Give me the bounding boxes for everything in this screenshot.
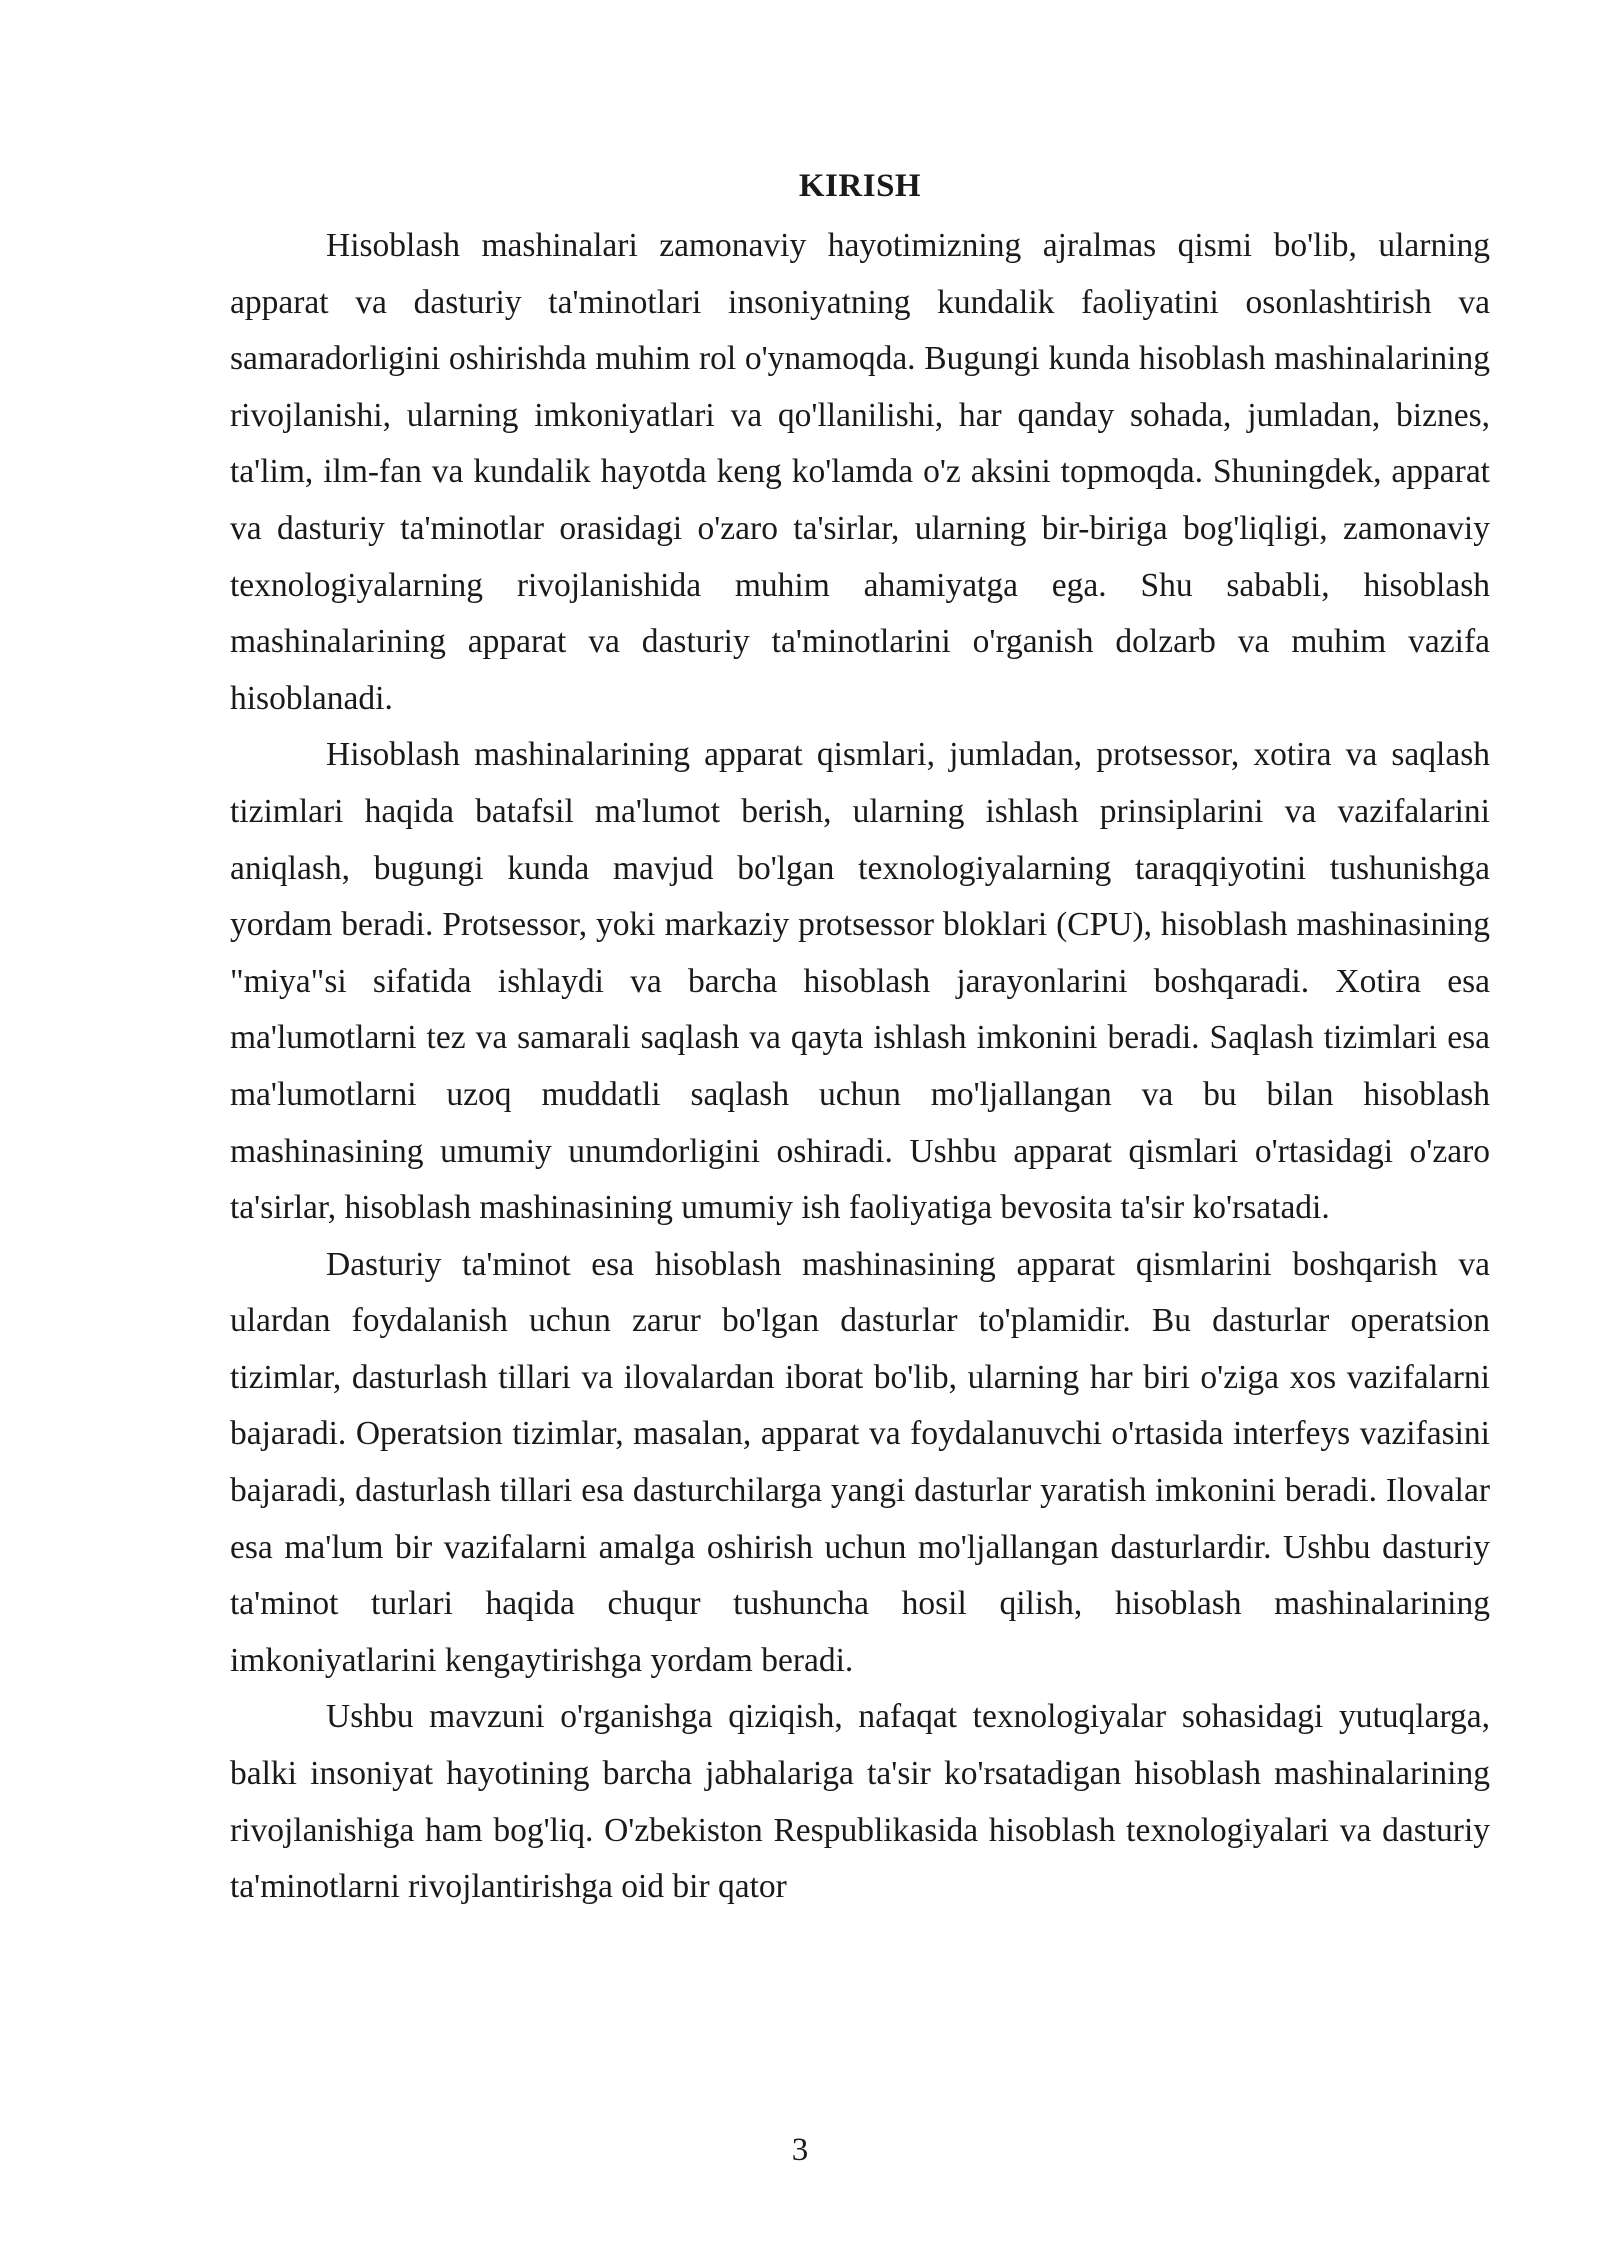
- paragraph-3: Dasturiy ta'minot esa hisoblash mashinasining apparat qismlarini boshqarish va ulardan foydalanish uchun zarur bo'lgan dasturlar to'plamidir. Bu dasturlar operatsion tizimlar, dasturlash tillari va ilovalardan iborat bo'lib, ularning har biri o'ziga xos vazifalarni bajaradi. Operatsion tizimlar, masalan, apparat va foydalanuvchi o'rtasida interfeys vazifasini bajaradi, dasturlash tillari esa dasturchilarga yangi dasturlar yaratish imkonini beradi. Ilovalar esa ma'lum bir vazifalarni amalga oshirish uchun mo'ljallangan dasturlardir. Ushbu dasturiy ta'minot turlari haqida chuqur tushuncha hosil qilish, hisoblash mashinalarining imkoniyatlarini kengaytirishga yordam beradi.: [230, 1245, 1490, 1679]
- section-title: KIRISH: [798, 168, 922, 204]
- page-number: 3: [791, 2132, 809, 2168]
- paragraph-1: Hisoblash mashinalari zamonaviy hayotimizning ajralmas qismi bo'lib, ularning apparat va dasturiy ta'minotlari insoniyatning kundalik faoliyatini osonlashtirish va samaradorligini oshirishda muhim rol o'ynamoqda. Bugungi kunda hisoblash mashinalarining rivojlanishi, ularning imkoniyatlari va qo'llanilishi, har qanday sohada, jumladan, biznes, ta'lim, ilm-fan va kundalik hayotda keng ko'lamda o'z aksini topmoqda. Shuningdek, apparat va dasturiy ta'minotlar orasidagi o'zaro ta'sirlar, ularning bir-biriga bog'liqligi, zamonaviy texnologiyalarning rivojlanishida muhim ahamiyatga ega. Shu sababli, hisoblash mashinalarining apparat va dasturiy ta'minotlarini o'rganish dolzarb va muhim vazifa hisoblanadi.: [230, 227, 1490, 717]
- paragraph-2: Hisoblash mashinalarining apparat qismlari, jumladan, protsessor, xotira va saqlash tizimlari haqida batafsil ma'lumot berish, ularning ishlash prinsiplarini va vazifalarini aniqlash, bugungi kunda mavjud bo'lgan texnologiyalarning taraqqiyotini tushunishga yordam beradi. Protsessor, yoki markaziy protsessor bloklari (CPU), hisoblash mashinasining "miya"si sifatida ishlaydi va barcha hisoblash jarayonlarini boshqaradi. Xotira esa ma'lumotlarni tez va samarali saqlash va qayta ishlash imkonini beradi. Saqlash tizimlari esa ma'lumotlarni uzoq muddatli saqlash uchun mo'ljallangan va bu bilan hisoblash mashinasining umumiy unumdorligini oshiradi. Ushbu apparat qismlari o'rtasidagi o'zaro ta'sirlar, hisoblash mashinasining umumiy ish faoliyatiga bevosita ta'sir ko'rsatadi.: [230, 736, 1490, 1227]
- paragraph-4: Ushbu mavzuni o'rganishga qiziqish, nafaqat texnologiyalar sohasidagi yutuqlarga, balki insoniyat hayotining barcha jabhalariga ta'sir ko'rsatadigan hisoblash mashinalarining rivojlanishiga ham bog'liq. O'zbekiston Respublikasida hisoblash texnologiyalari va dasturiy ta'minotlarni rivojlantirishga oid bir qator: [230, 1698, 1490, 1906]
- document-body: [230, 162, 1490, 1916]
